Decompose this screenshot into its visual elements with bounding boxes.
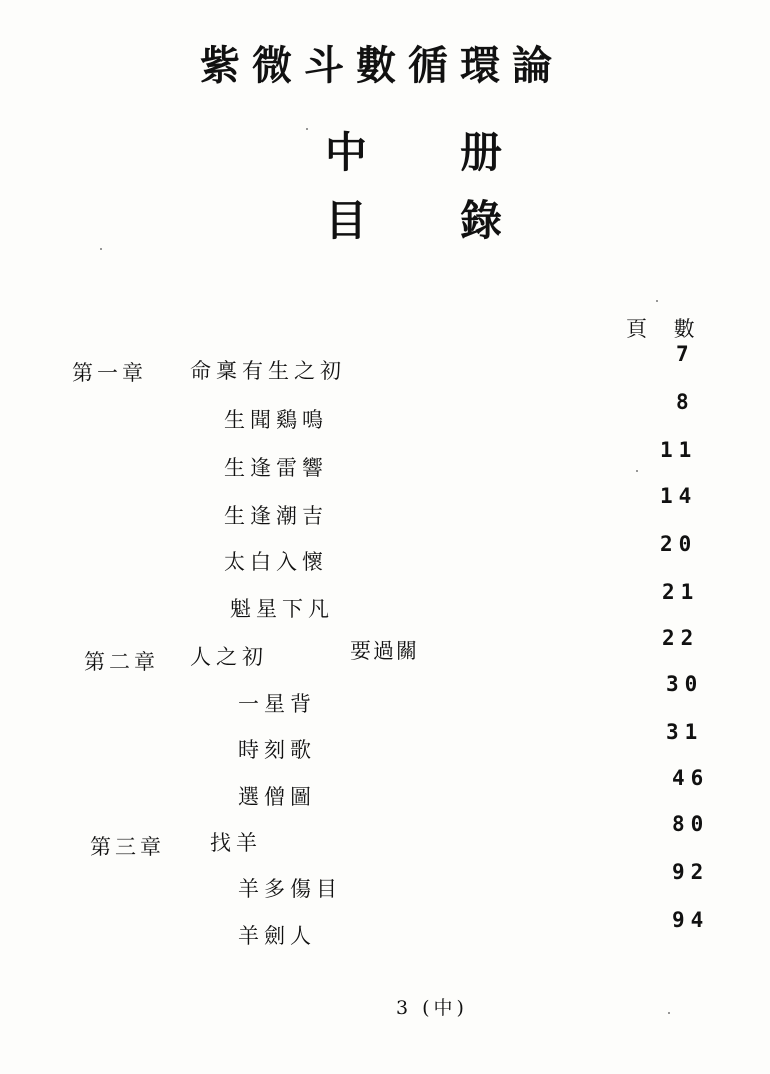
chapter-3-title: 找羊 [210, 831, 262, 855]
page-number: 30 [666, 672, 704, 696]
page-number: 20 [660, 532, 698, 556]
scan-speck [636, 470, 638, 472]
page-number: 14 [660, 484, 698, 508]
scan-speck [306, 128, 308, 130]
page-column-header: 頁 數 [626, 317, 705, 341]
chapter-1-title: 命稟有生之初 [190, 359, 346, 383]
scan-speck [656, 300, 658, 302]
toc-entry: 時刻歌 [238, 738, 316, 762]
page-number: 46 [672, 766, 710, 790]
chapter-2-title: 人之初 [190, 645, 268, 669]
page-number: 94 [672, 908, 710, 932]
volume-char-1: 中 [325, 128, 368, 177]
toc-entry: 羊多傷目 [238, 877, 342, 901]
chapter-1-label: 第一章 [72, 361, 147, 385]
toc-entry: 生逢潮吉 [224, 504, 328, 528]
scan-speck [100, 248, 102, 250]
chapter-3-label: 第三章 [90, 835, 165, 859]
book-title: 紫微斗數循環論 [200, 42, 564, 89]
toc-entry: 生逢雷響 [224, 456, 328, 480]
volume-char-2: 册 [460, 128, 503, 177]
page-number: 7 [676, 342, 695, 366]
page-number: 92 [672, 860, 710, 884]
scan-speck [668, 1012, 670, 1014]
page-number: 80 [672, 812, 710, 836]
contents-char-2: 錄 [460, 196, 503, 245]
toc-entry: 太白入懷 [224, 550, 328, 574]
contents-char-1: 目 [325, 196, 368, 245]
toc-entry: 選僧圖 [238, 785, 316, 809]
chapter-2-extra: 要過關 [350, 639, 419, 663]
page-number: 11 [660, 438, 698, 462]
page-footer: 3 (中) [396, 997, 468, 1019]
toc-entry: 魁星下凡 [230, 597, 334, 621]
page-number: 31 [666, 720, 704, 744]
toc-entry: 生聞鷄鳴 [224, 408, 328, 432]
toc-entry: 羊劍人 [238, 924, 316, 948]
toc-entry: 一星背 [238, 692, 316, 716]
page-number: 21 [662, 580, 700, 604]
page-number: 8 [676, 390, 695, 414]
page-number: 22 [662, 626, 700, 650]
chapter-2-label: 第二章 [84, 650, 159, 674]
